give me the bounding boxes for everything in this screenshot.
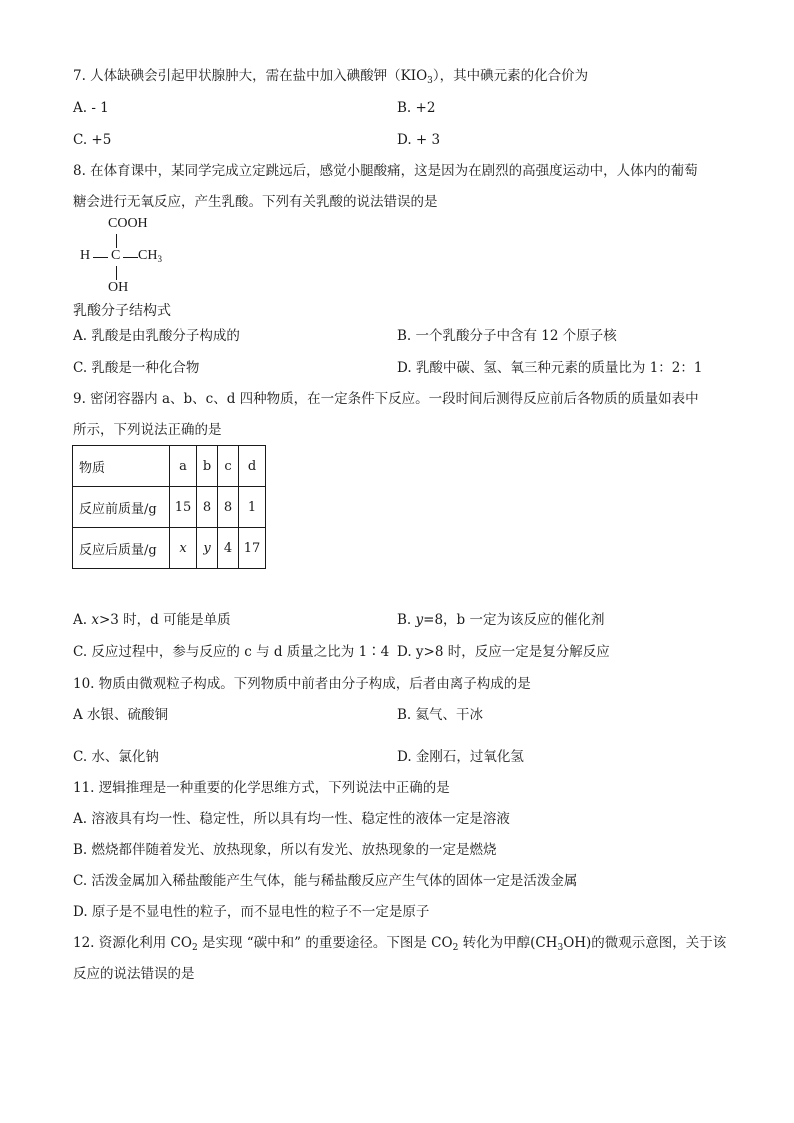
structure-bond-left [93, 257, 108, 258]
q7-option-d[interactable]: D. + 3 [397, 132, 441, 148]
table-row-before [73, 487, 266, 528]
structure-cooh: COOH [108, 216, 148, 231]
structure-bond-bottom [116, 266, 117, 280]
table-cell: 17 [239, 528, 266, 569]
q10-option-d[interactable]: D. 金刚石，过氧化氢 [397, 749, 524, 765]
q9-stem-line1: 9. 密闭容器内 a、b、c、d 四种物质，在一定条件下反应。一段时间后测得反应前后各物质的质量如表中 [73, 391, 699, 407]
q7-option-c[interactable]: C. +5 [73, 132, 112, 148]
structure-oh: OH [108, 280, 129, 295]
lactic-acid-structure [80, 216, 200, 296]
q8-option-d[interactable]: D. 乳酸中碳、氢、氧三种元素的质量比为 1：2：1 [397, 360, 703, 376]
structure-bond-top [116, 234, 117, 248]
q7-option-a[interactable]: A. - 1 [73, 100, 109, 116]
table-cell: 反应前质量/g [73, 487, 170, 528]
q9-stem-line2: 所示，下列说法正确的是 [73, 422, 222, 438]
q10-stem: 10. 物质由微观粒子构成。下列物质中前者由分子构成，后者由离子构成的是 [73, 676, 531, 692]
table-cell: d [239, 446, 266, 487]
q9-option-c[interactable]: C. 反应过程中，参与反应的 c 与 d 质量之比为 1∶4 [73, 644, 390, 660]
table-cell: 15 [170, 487, 197, 528]
table-row-header [73, 446, 266, 487]
table-cell: 反应后质量/g [73, 528, 170, 569]
q9-option-b[interactable]: B. y=8，b 一定为该反应的催化剂 [397, 612, 605, 628]
structure-bond-right [123, 257, 138, 258]
q10-option-b[interactable]: B. 氦气、干冰 [397, 707, 484, 723]
table-cell: a [170, 446, 197, 487]
q8-option-a[interactable]: A. 乳酸是由乳酸分子构成的 [73, 328, 240, 344]
table-cell: 物质 [73, 446, 170, 487]
table-cell: 1 [239, 487, 266, 528]
table-cell: b [197, 446, 218, 487]
q8-stem-line1: 8. 在体育课中，某同学完成立定跳远后，感觉小腿酸痛，这是因为在剧烈的高强度运动中，人体内的葡萄 [73, 163, 698, 179]
q9-option-d[interactable]: D. y>8 时，反应一定是复分解反应 [397, 644, 610, 660]
q11-option-d[interactable]: D. 原子是不显电性的粒子，而不显电性的粒子不一定是原子 [73, 904, 430, 920]
table-cell: 4 [218, 528, 239, 569]
structure-h: H [80, 248, 91, 263]
structure-c: C [111, 248, 121, 263]
q11-option-a[interactable]: A. 溶液具有均一性、稳定性，所以具有均一性、稳定性的液体一定是溶液 [73, 811, 510, 827]
mass-table [72, 445, 266, 569]
table-cell: 8 [218, 487, 239, 528]
q10-option-c[interactable]: C. 水、氯化钠 [73, 749, 159, 765]
q12-stem-line2: 反应的说法错误的是 [73, 966, 195, 982]
structure-ch3: $CH_3$ [138, 248, 162, 264]
q8-option-b[interactable]: B. 一个乳酸分子中含有 12 个原子核 [397, 328, 617, 344]
q10-option-a[interactable]: A 水银、硫酸铜 [73, 707, 169, 723]
table-cell: c [218, 446, 239, 487]
q11-option-b[interactable]: B. 燃烧都伴随着发光、放热现象，所以有发光、放热现象的一定是燃烧 [73, 842, 497, 858]
q11-stem: 11. 逻辑推理是一种重要的化学思维方式，下列说法中正确的是 [73, 780, 450, 796]
table-cell: 8 [197, 487, 218, 528]
q12-stem-line1: 12. 资源化利用 $CO_2$ 是实现 “碳中和” 的重要途径。下图是 $CO_2$ 转化为甲醇$(CH_3OH)$的微观示意图，关于该 [73, 935, 727, 953]
q9-option-a[interactable]: A. x>3 时，d 可能是单质 [73, 612, 231, 628]
q8-structure-caption: 乳酸分子结构式 [73, 303, 171, 319]
table-row-after [73, 528, 266, 569]
q8-stem-line2: 糖会进行无氧反应，产生乳酸。下列有关乳酸的说法错误的是 [73, 194, 438, 210]
q7-stem: 7. 人体缺碘会引起甲状腺肿大，需在盐中加入碘酸钾$(KIO_3)$，其中碘元素的化合价为 [73, 68, 589, 86]
table-cell: y [197, 528, 218, 569]
q7-option-b[interactable]: B. +2 [397, 100, 436, 116]
table-cell: x [170, 528, 197, 569]
q11-option-c[interactable]: C. 活泼金属加入稀盐酸能产生气体，能与稀盐酸反应产生气体的固体一定是活泼金属 [73, 873, 578, 889]
q8-option-c[interactable]: C. 乳酸是一种化合物 [73, 360, 200, 376]
